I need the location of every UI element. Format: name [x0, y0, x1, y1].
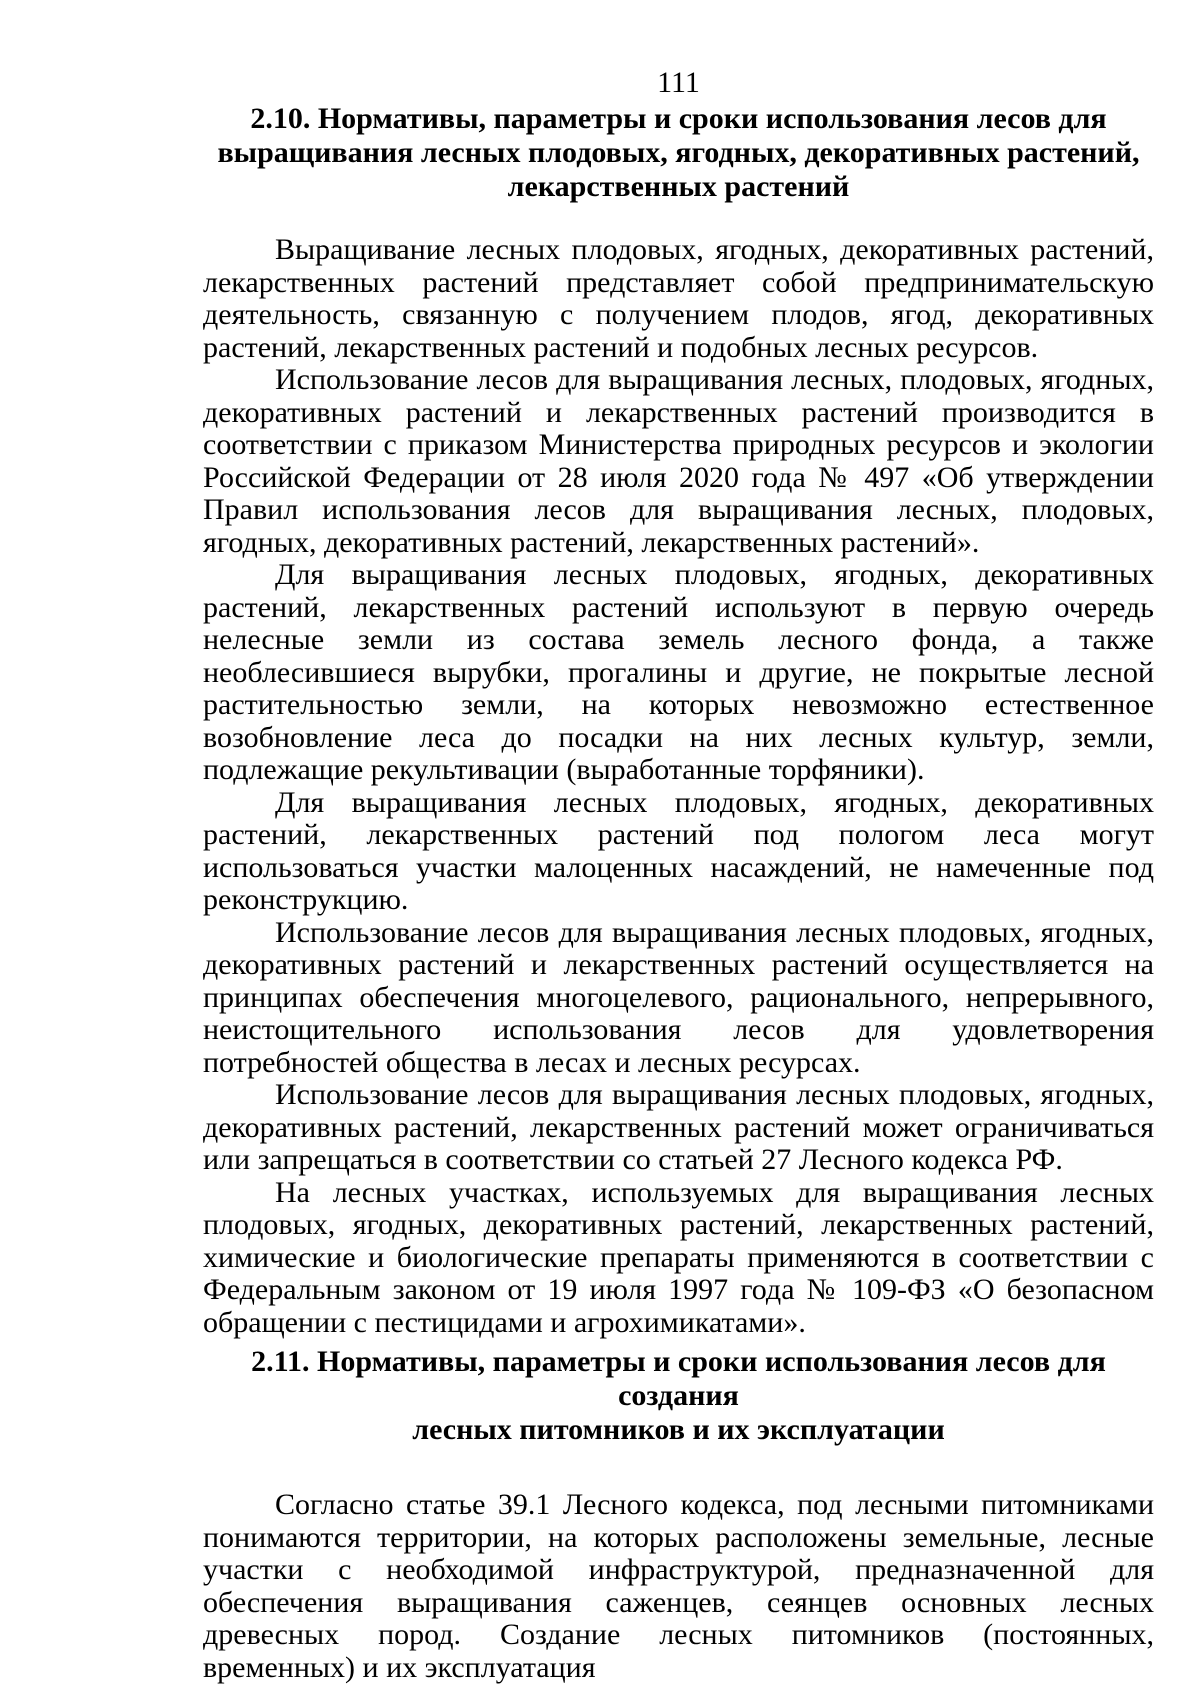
- paragraph: Использование лесов для выращивания лесных плодовых, ягодных, декоративных растений и лекарственных растений осуществляется на принципах обеспечения многоцелевого, рационального, непрерывного, неистощительного использования лесов для удовлетворения потребностей общества в лесах и лесных ресурсах.: [203, 915, 1154, 1079]
- paragraph: На лесных участках, используемых для выращивания лесных плодовых, ягодных, декоративных растений, лекарственных растений, химические и биологические препараты применяются в соответствии с Федеральным законом от 19 июля 1997 года № 109-ФЗ «О безопасном обращении с пестицидами и агрохимикатами».: [203, 1175, 1154, 1339]
- heading-line: 2.11. Нормативы, параметры и сроки использования лесов для создания: [251, 1345, 1106, 1412]
- paragraph: Согласно статье 39.1 Лесного кодекса, под лесными питомниками понимаются территории, на которых расположены земельные, лесные участки с необходимой инфраструктурой, предназначенной для обеспечения выращивания саженцев, сеянцев основных лесных древесных пород. Создание лесных питомников (постоянных, временных) и их эксплуатация: [203, 1488, 1154, 1684]
- paragraph: Для выращивания лесных плодовых, ягодных, декоративных растений, лекарственных растений используют в первую очередь нелесные земли из состава земель лесного фонда, а также необлесившиеся вырубки, прогалины и другие, не покрытые лесной растительностью земли, на которых невозможно естественное возобновление леса до посадки на них лесных культур, земли, подлежащие рекультивации (выработанные торфяники).: [203, 558, 1154, 786]
- paragraph: Использование лесов для выращивания лесных плодовых, ягодных, декоративных растений, лекарственных растений может ограничиваться или запрещаться в соответствии со статьей 27 Лесного кодекса РФ.: [203, 1078, 1154, 1176]
- section-2-11-heading: [203, 1345, 1154, 1447]
- paragraph: Для выращивания лесных плодовых, ягодных, декоративных растений, лекарственных растений под пологом леса могут использоваться участки малоценных насаждений, не намеченные под реконструкцию.: [203, 785, 1154, 916]
- heading-line: лесных питомников и их эксплуатации: [412, 1413, 945, 1446]
- heading-line: выращивания лесных плодовых, ягодных, декоративных растений,: [217, 136, 1140, 169]
- document-page: [203, 66, 1154, 1684]
- paragraph: Использование лесов для выращивания лесных, плодовых, ягодных, декоративных растений и лекарственных растений производится в соответствии с приказом Министерства природных ресурсов и экологии Российской Федерации от 28 июля 2020 года № 497 «Об утверждении Правил использования лесов для выращивания лесных, плодовых, ягодных, декоративных растений, лекарственных растений».: [203, 363, 1154, 559]
- section-2-10-heading: [203, 102, 1154, 204]
- paragraph: Выращивание лесных плодовых, ягодных, декоративных растений, лекарственных растений представляет собой предпринимательскую деятельность, связанную с получением плодов, ягод, декоративных растений, лекарственных растений и подобных лесных ресурсов.: [203, 233, 1154, 364]
- heading-line: лекарственных растений: [507, 170, 850, 203]
- page-number: 111: [657, 66, 700, 99]
- heading-line: 2.10. Нормативы, параметры и сроки использования лесов для: [250, 102, 1107, 135]
